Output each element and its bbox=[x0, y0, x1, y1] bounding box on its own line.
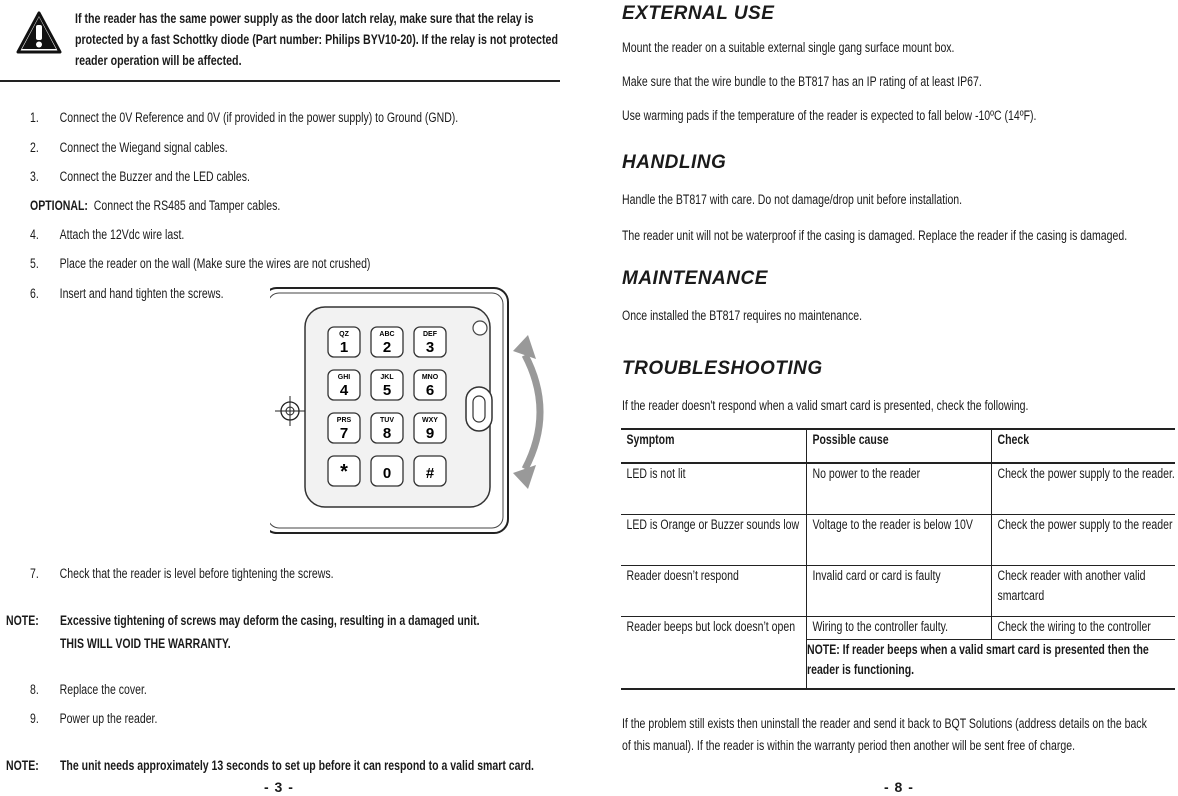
keypad-key-letters: JKL bbox=[380, 374, 394, 381]
note-text: Excessive tightening of screws may deform the casing, resulting in a damaged unit. bbox=[60, 613, 480, 628]
keypad-key-digit: * bbox=[340, 461, 348, 483]
keypad-key-7 bbox=[328, 413, 360, 443]
keypad-reader-illustration bbox=[270, 285, 560, 540]
keypad-key-letters: ABC bbox=[379, 331, 395, 338]
handling-line-2: The reader unit will not be waterproof if the casing is damaged. Replace the reader if the casing is damaged. bbox=[622, 228, 1128, 243]
troubleshooting-intro: If the reader doesn't respond when a valid smart card is presented, check the following. bbox=[622, 398, 1029, 413]
keypad-key-digit: 5 bbox=[382, 382, 392, 399]
col-symptom: Symptom bbox=[621, 429, 806, 463]
heading-maintenance: MAINTENANCE bbox=[622, 268, 768, 289]
troubleshooting-footer-line-1: If the problem still exists then uninstall the reader and send it back to BQT Solutions (address details on the back bbox=[622, 716, 1147, 731]
keypad-key-8 bbox=[371, 413, 403, 443]
keypad-key-3 bbox=[414, 327, 446, 357]
troubleshooting-table bbox=[621, 428, 1175, 690]
step-7: 7. Check that the reader is level before tightening the screws. bbox=[30, 566, 334, 581]
heading-handling: HANDLING bbox=[622, 152, 727, 173]
keypad-key-star bbox=[328, 456, 360, 486]
table-row: Reader beeps but lock doesn’t open Wiring to the controller faulty. Check the wiring to the controller bbox=[621, 617, 1175, 640]
keypad-key-letters: QZ bbox=[339, 331, 349, 338]
table-row: LED is Orange or Buzzer sounds low Voltage to the reader is below 10V Check the power supply to the reader bbox=[621, 515, 1175, 566]
keypad-key-hash bbox=[414, 456, 446, 486]
keypad-key-letters: TUV bbox=[380, 417, 394, 424]
external-use-line-2: Make sure that the wire bundle to the BT817 has an IP rating of at least IP67. bbox=[622, 74, 982, 89]
table-header-row bbox=[621, 429, 1175, 463]
step-8: 8. Replace the cover. bbox=[30, 682, 147, 697]
maintenance-line-1: Once installed the BT817 requires no maintenance. bbox=[622, 308, 862, 323]
external-use-line-3: Use warming pads if the temperature of the reader is expected to fall below -10ºC (14ºF). bbox=[622, 108, 1037, 123]
external-use-line-1: Mount the reader on a suitable external single gang surface mount box. bbox=[622, 40, 955, 55]
keypad-key-letters: MNO bbox=[421, 374, 439, 381]
keypad-key-5 bbox=[371, 370, 403, 400]
warning-triangle-icon bbox=[16, 10, 62, 56]
keypad-key-digit: 0 bbox=[382, 465, 392, 482]
heading-troubleshooting: TROUBLESHOOTING bbox=[622, 358, 823, 379]
keypad-key-letters: PRS bbox=[336, 417, 352, 424]
keypad-key-digit: # bbox=[425, 465, 435, 482]
page-number-left: - 3 - bbox=[264, 779, 294, 795]
keypad-key-4 bbox=[328, 370, 360, 400]
optional-step: OPTIONAL: Connect the RS485 and Tamper cables. bbox=[30, 198, 281, 213]
step-9: 9. Power up the reader. bbox=[30, 711, 158, 726]
keypad-key-digit: 1 bbox=[339, 339, 349, 356]
keypad-key-9 bbox=[414, 413, 446, 443]
table-row: LED is not lit No power to the reader Check the power supply to the reader. bbox=[621, 463, 1175, 515]
table-row: Reader doesn’t respond Invalid card or card is faulty Check reader with another valid smartcard bbox=[621, 566, 1175, 617]
keypad-key-digit: 7 bbox=[339, 425, 349, 442]
step-1: 1. Connect the 0V Reference and 0V (if provided in the power supply) to Ground (GND). bbox=[30, 110, 459, 125]
note-label-2: NOTE: bbox=[6, 758, 39, 773]
keypad-key-6 bbox=[414, 370, 446, 400]
step-4: 4. Attach the 12Vdc wire last. bbox=[30, 227, 185, 242]
keypad-key-digit: 8 bbox=[382, 425, 392, 442]
keypad-key-digit: 6 bbox=[425, 382, 435, 399]
note-label: NOTE: bbox=[6, 613, 39, 628]
keypad-key-letters: WXY bbox=[422, 417, 438, 424]
keypad-key-2 bbox=[371, 327, 403, 357]
keypad-key-digit: 3 bbox=[425, 339, 435, 356]
step-2: 2. Connect the Wiegand signal cables. bbox=[30, 140, 228, 155]
keypad-key-digit: 4 bbox=[339, 382, 349, 399]
handling-line-1: Handle the BT817 with care. Do not damage/drop unit before installation. bbox=[622, 192, 963, 207]
troubleshooting-footer-line-2: of this manual). If the reader is within the warranty period then another will be sent free of charge. bbox=[622, 738, 1076, 753]
keypad-key-letters: DEF bbox=[423, 331, 437, 338]
keypad-key-letters: GHI bbox=[337, 374, 351, 381]
keypad-key-1 bbox=[328, 327, 360, 357]
note-warranty: THIS WILL VOID THE WARRANTY. bbox=[60, 636, 231, 651]
col-check: Check bbox=[991, 429, 1175, 463]
keypad-key-digit: 2 bbox=[382, 339, 392, 356]
step-6: 6. Insert and hand tighten the screws. bbox=[30, 286, 224, 301]
keypad-key-digit: 9 bbox=[425, 425, 435, 442]
keypad-key-0 bbox=[371, 456, 403, 486]
page-number-right: - 8 - bbox=[884, 779, 914, 795]
col-possible-cause: Possible cause bbox=[806, 429, 991, 463]
table-note-row: NOTE: If reader beeps when a valid smart card is presented then the reader is functioning. bbox=[621, 640, 1175, 690]
warning-text: If the reader has the same power supply as the door latch relay, make sure that the relay is protected by a fast Schottky diode (Part number: Philips BYV10-20). If the relay is not protected reader operation will be affected. bbox=[75, 11, 558, 68]
heading-external-use: EXTERNAL USE bbox=[622, 3, 775, 24]
note-text-2: The unit needs approximately 13 seconds to set up before it can respond to a valid smart card. bbox=[60, 758, 534, 773]
step-5: 5. Place the reader on the wall (Make sure the wires are not crushed) bbox=[30, 256, 371, 271]
step-3: 3. Connect the Buzzer and the LED cables. bbox=[30, 169, 250, 184]
